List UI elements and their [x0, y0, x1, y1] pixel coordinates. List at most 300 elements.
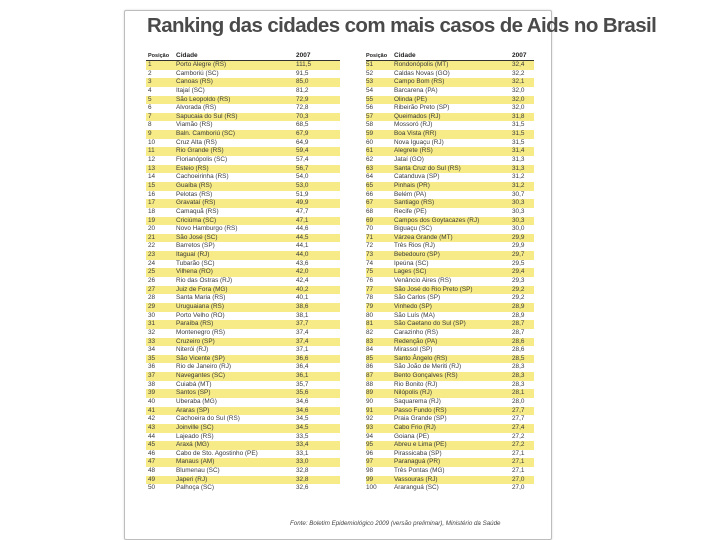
city-cell: Três Rios (RJ): [394, 242, 435, 250]
table-row: [146, 458, 340, 467]
value-cell: 31,5: [512, 121, 525, 129]
city-cell: Paranaguá (PR): [394, 458, 441, 466]
header-city: Cidade: [394, 52, 416, 59]
rank-cell: 45: [148, 441, 156, 449]
city-cell: Esteio (RS): [176, 164, 209, 172]
table-row: [366, 156, 534, 165]
city-cell: Abreu e Lima (PE): [394, 441, 447, 449]
value-cell: 29,7: [512, 251, 525, 259]
table-row: [146, 389, 340, 398]
table-row: [146, 467, 340, 476]
city-cell: Cabo Frio (RJ): [394, 423, 436, 431]
city-cell: Mirassol (SP): [394, 346, 433, 354]
value-cell: 37,4: [296, 337, 309, 345]
table-row: [146, 225, 340, 234]
table-row: [366, 433, 534, 442]
rank-cell: 88: [366, 380, 374, 388]
city-cell: Três Pontas (MG): [394, 467, 445, 475]
rank-cell: 34: [148, 346, 156, 354]
rank-cell: 16: [148, 190, 156, 198]
value-cell: 111,5: [296, 61, 312, 68]
value-cell: 72,8: [296, 104, 309, 112]
rank-cell: 31: [148, 320, 156, 328]
table-row: [366, 191, 534, 200]
city-cell: Uberaba (MG): [176, 397, 217, 405]
value-cell: 37,4: [296, 328, 309, 336]
value-cell: 32,0: [512, 95, 525, 103]
value-cell: 40,1: [296, 294, 309, 302]
city-cell: Alvorada (RS): [176, 104, 217, 112]
city-cell: Vilhena (RO): [176, 268, 213, 276]
table-row: [146, 156, 340, 165]
value-cell: 31,2: [512, 173, 525, 181]
city-cell: Várzea Grande (MT): [394, 233, 453, 241]
value-cell: 27,2: [512, 432, 525, 440]
city-cell: Vassouras (RJ): [394, 475, 438, 483]
value-cell: 47,7: [296, 207, 309, 215]
table-row: [146, 96, 340, 105]
rank-cell: 30: [148, 311, 156, 319]
table-body-right: [366, 61, 534, 493]
table-row: [366, 389, 534, 398]
rank-cell: 46: [148, 449, 156, 457]
value-cell: 70,3: [296, 112, 309, 120]
value-cell: 31,3: [512, 156, 525, 164]
table-row: [146, 217, 340, 226]
rank-cell: 44: [148, 432, 156, 440]
rank-cell: 64: [366, 173, 374, 181]
value-cell: 27,7: [512, 415, 525, 423]
city-cell: Niterói (RJ): [176, 346, 209, 354]
city-cell: Pirassicaba (SP): [394, 449, 442, 457]
rank-cell: 19: [148, 216, 156, 224]
value-cell: 32,2: [512, 69, 525, 77]
rank-cell: 51: [366, 61, 374, 68]
city-cell: Boa Vista (RR): [394, 130, 437, 138]
table-row: [146, 286, 340, 295]
value-cell: 51,9: [296, 190, 309, 198]
table-row: [146, 87, 340, 96]
value-cell: 28,7: [512, 328, 525, 336]
header-position: Posição: [366, 53, 388, 59]
value-cell: 67,9: [296, 130, 309, 138]
rank-cell: 38: [148, 380, 156, 388]
rank-cell: 96: [366, 449, 374, 457]
table-row: [366, 165, 534, 174]
table-row: [146, 294, 340, 303]
rank-cell: 59: [366, 130, 374, 138]
value-cell: 27,2: [512, 441, 525, 449]
value-cell: 32,4: [512, 61, 525, 68]
table-row: [366, 173, 534, 182]
value-cell: 31,5: [512, 130, 525, 138]
table-row: [366, 139, 534, 148]
rank-cell: 48: [148, 467, 156, 475]
rank-cell: 14: [148, 173, 156, 181]
city-cell: Gravataí (RS): [176, 199, 216, 207]
value-cell: 28,3: [512, 380, 525, 388]
table-row: [366, 87, 534, 96]
city-cell: Japeri (RJ): [176, 475, 208, 483]
rank-cell: 56: [366, 104, 374, 112]
value-cell: 47,1: [296, 216, 309, 224]
table-row: [146, 277, 340, 286]
table-row: [366, 260, 534, 269]
city-cell: Juiz de Fora (MG): [176, 285, 228, 293]
table-row: [146, 165, 340, 174]
city-cell: Baln. Camboriú (SC): [176, 130, 235, 138]
city-cell: Saquarema (RJ): [394, 397, 441, 405]
rank-cell: 86: [366, 363, 374, 371]
rank-cell: 76: [366, 277, 374, 285]
city-cell: Passo Fundo (RS): [394, 406, 447, 414]
value-cell: 29,9: [512, 242, 525, 250]
table-row: [146, 78, 340, 87]
city-cell: Recife (PE): [394, 207, 427, 215]
city-cell: Paraíba (RS): [176, 320, 214, 328]
rank-cell: 27: [148, 285, 156, 293]
value-cell: 28,3: [512, 363, 525, 371]
rank-cell: 98: [366, 467, 374, 475]
value-cell: 28,9: [512, 302, 525, 310]
rank-cell: 25: [148, 268, 156, 276]
rank-cell: 8: [148, 121, 152, 129]
table-row: [146, 242, 340, 251]
table-row: [366, 346, 534, 355]
rank-cell: 54: [366, 86, 374, 94]
value-cell: 30,0: [512, 225, 525, 233]
city-cell: Queimados (RJ): [394, 112, 441, 120]
city-cell: Guaíba (RS): [176, 181, 212, 189]
header-year: 2007: [296, 52, 311, 59]
value-cell: 56,7: [296, 164, 309, 172]
rank-cell: 36: [148, 363, 156, 371]
rank-cell: 85: [366, 354, 374, 362]
table-row: [146, 173, 340, 182]
table-row: [366, 208, 534, 217]
table-row: [146, 251, 340, 260]
city-cell: Bebedouro (SP): [394, 251, 440, 259]
rank-cell: 42: [148, 415, 156, 423]
value-cell: 33,0: [296, 458, 309, 466]
rank-cell: 81: [366, 320, 374, 328]
rank-cell: 67: [366, 199, 374, 207]
rank-cell: 55: [366, 95, 374, 103]
value-cell: 30,7: [512, 190, 525, 198]
table-row: [146, 312, 340, 321]
table-row: [366, 130, 534, 139]
rank-cell: 99: [366, 475, 374, 483]
value-cell: 28,9: [512, 311, 525, 319]
value-cell: 31,3: [512, 164, 525, 172]
city-cell: Cabo de Sto. Agostinho (PE): [176, 449, 258, 457]
table-row: [146, 398, 340, 407]
table-header: [366, 50, 534, 61]
table-row: [146, 208, 340, 217]
rank-cell: 57: [366, 112, 374, 120]
city-cell: Catanduva (SP): [394, 173, 440, 181]
city-cell: Itaguaí (RJ): [176, 251, 210, 259]
table-row: [146, 450, 340, 459]
city-cell: Cruz Alta (RS): [176, 138, 217, 146]
value-cell: 27,4: [512, 423, 525, 431]
rank-cell: 84: [366, 346, 374, 354]
city-cell: Vinhedo (SP): [394, 302, 432, 310]
rank-cell: 78: [366, 294, 374, 302]
city-cell: Araras (SP): [176, 406, 210, 414]
rank-cell: 23: [148, 251, 156, 259]
city-cell: Rondonópolis (MT): [394, 61, 449, 68]
header-year: 2007: [512, 52, 527, 59]
city-cell: Palhoça (SC): [176, 484, 215, 492]
value-cell: 32,8: [296, 467, 309, 475]
city-cell: São Vicente (SP): [176, 354, 225, 362]
rank-cell: 2: [148, 69, 152, 77]
value-cell: 30,3: [512, 207, 525, 215]
table-row: [146, 407, 340, 416]
table-row: [366, 277, 534, 286]
value-cell: 27,7: [512, 406, 525, 414]
city-cell: Rio de Janeiro (RJ): [176, 363, 232, 371]
rank-cell: 33: [148, 337, 156, 345]
value-cell: 40,2: [296, 285, 309, 293]
table-row: [366, 398, 534, 407]
table-row: [366, 286, 534, 295]
city-cell: Sapucaia do Sul (RS): [176, 112, 238, 120]
rank-cell: 15: [148, 181, 156, 189]
value-cell: 35,7: [296, 380, 309, 388]
table-row: [366, 484, 534, 493]
table-row: [366, 458, 534, 467]
table-row: [146, 234, 340, 243]
city-cell: Santo Ângelo (RS): [394, 354, 448, 362]
city-cell: Rio Bonito (RJ): [394, 380, 438, 388]
value-cell: 28,5: [512, 354, 525, 362]
value-cell: 32,8: [296, 475, 309, 483]
value-cell: 43,6: [296, 259, 309, 267]
rank-cell: 92: [366, 415, 374, 423]
table-row: [366, 363, 534, 372]
city-cell: Venâncio Aires (RS): [394, 277, 452, 285]
value-cell: 36,4: [296, 363, 309, 371]
table-row: [366, 199, 534, 208]
table-row: [366, 407, 534, 416]
table-row: [146, 121, 340, 130]
city-cell: Cuiabá (MT): [176, 380, 212, 388]
header-position: Posição: [148, 53, 170, 59]
value-cell: 42,4: [296, 277, 309, 285]
city-cell: Blumenau (SC): [176, 467, 220, 475]
rank-cell: 79: [366, 302, 374, 310]
rank-cell: 65: [366, 181, 374, 189]
table-body-left: [146, 61, 340, 493]
rank-cell: 47: [148, 458, 156, 466]
value-cell: 81,2: [296, 86, 309, 94]
rank-cell: 87: [366, 372, 374, 380]
rank-cell: 93: [366, 423, 374, 431]
rank-cell: 100: [366, 484, 377, 492]
rank-cell: 72: [366, 242, 374, 250]
rank-cell: 61: [366, 147, 374, 155]
table-row: [146, 303, 340, 312]
city-cell: Olinda (PE): [394, 95, 428, 103]
rank-cell: 40: [148, 397, 156, 405]
table-row: [366, 242, 534, 251]
value-cell: 31,2: [512, 181, 525, 189]
city-cell: Novo Hamburgo (RS): [176, 225, 238, 233]
value-cell: 28,1: [512, 389, 525, 397]
rank-cell: 58: [366, 121, 374, 129]
rank-cell: 12: [148, 156, 156, 164]
value-cell: 44,6: [296, 225, 309, 233]
city-cell: Campos dos Goytacazes (RJ): [394, 216, 480, 224]
table-row: [146, 372, 340, 381]
table-row: [366, 467, 534, 476]
city-cell: Porto Alegre (RS): [176, 61, 227, 68]
value-cell: 49,9: [296, 199, 309, 207]
value-cell: 34,5: [296, 415, 309, 423]
city-cell: Santiago (RS): [394, 199, 435, 207]
rank-cell: 53: [366, 78, 374, 86]
value-cell: 27,0: [512, 484, 525, 492]
value-cell: 91,5: [296, 69, 309, 77]
table-row: [366, 476, 534, 485]
rank-cell: 60: [366, 138, 374, 146]
value-cell: 29,3: [512, 277, 525, 285]
value-cell: 36,1: [296, 372, 309, 380]
table-header: [146, 50, 340, 61]
rank-cell: 18: [148, 207, 156, 215]
table-row: [146, 346, 340, 355]
table-row: [366, 217, 534, 226]
table-row: [146, 320, 340, 329]
rank-cell: 73: [366, 251, 374, 259]
value-cell: 31,8: [512, 112, 525, 120]
value-cell: 38,1: [296, 311, 309, 319]
table-row: [146, 104, 340, 113]
value-cell: 57,4: [296, 156, 309, 164]
rank-cell: 21: [148, 233, 156, 241]
value-cell: 54,0: [296, 173, 309, 181]
rank-cell: 39: [148, 389, 156, 397]
city-cell: Cruzeiro (SP): [176, 337, 215, 345]
city-cell: Jataí (GO): [394, 156, 424, 164]
table-row: [146, 260, 340, 269]
table-row: [146, 139, 340, 148]
rank-cell: 50: [148, 484, 156, 492]
table-column-left: [146, 50, 340, 493]
city-cell: Goiana (PE): [394, 432, 430, 440]
rank-cell: 17: [148, 199, 156, 207]
value-cell: 34,5: [296, 423, 309, 431]
city-cell: Lajeado (RS): [176, 432, 214, 440]
value-cell: 28,3: [512, 372, 525, 380]
table-row: [146, 424, 340, 433]
value-cell: 30,3: [512, 199, 525, 207]
table-row: [146, 338, 340, 347]
rank-cell: 7: [148, 112, 152, 120]
table-row: [366, 303, 534, 312]
table-row: [366, 424, 534, 433]
city-cell: Manaus (AM): [176, 458, 215, 466]
page-title: Ranking das cidades com mais casos de Aids no Brasil: [147, 14, 657, 37]
value-cell: 44,0: [296, 251, 309, 259]
rank-cell: 97: [366, 458, 374, 466]
table-row: [366, 182, 534, 191]
value-cell: 27,0: [512, 475, 525, 483]
table-row: [146, 268, 340, 277]
city-cell: Cachoeirinha (RS): [176, 173, 229, 181]
value-cell: 44,5: [296, 233, 309, 241]
city-cell: Santa Cruz do Sul (RS): [394, 164, 461, 172]
value-cell: 31,4: [512, 147, 525, 155]
value-cell: 28,0: [512, 397, 525, 405]
city-cell: Pelotas (RS): [176, 190, 213, 198]
rank-cell: 13: [148, 164, 156, 172]
city-cell: Rio Grande (RS): [176, 147, 224, 155]
city-cell: Camboriú (SC): [176, 69, 219, 77]
value-cell: 33,5: [296, 432, 309, 440]
rank-cell: 91: [366, 406, 374, 414]
rank-cell: 9: [148, 130, 152, 138]
rank-cell: 63: [366, 164, 374, 172]
rank-cell: 68: [366, 207, 374, 215]
table-row: [366, 234, 534, 243]
table-row: [366, 329, 534, 338]
rank-cell: 95: [366, 441, 374, 449]
city-cell: Viamão (RS): [176, 121, 213, 129]
city-cell: Criciúma (SC): [176, 216, 217, 224]
rank-cell: 80: [366, 311, 374, 319]
city-cell: Navegantes (SC): [176, 372, 226, 380]
rank-cell: 74: [366, 259, 374, 267]
city-cell: São João de Meriti (RJ): [394, 363, 462, 371]
table-row: [146, 329, 340, 338]
table-row: [146, 182, 340, 191]
value-cell: 33,4: [296, 441, 309, 449]
table-row: [366, 372, 534, 381]
table-row: [366, 225, 534, 234]
value-cell: 32,0: [512, 104, 525, 112]
rank-cell: 26: [148, 277, 156, 285]
table-row: [366, 61, 534, 70]
city-cell: Ribeirão Preto (SP): [394, 104, 450, 112]
value-cell: 44,1: [296, 242, 309, 250]
table-row: [366, 96, 534, 105]
value-cell: 38,6: [296, 302, 309, 310]
rank-cell: 32: [148, 328, 156, 336]
rank-cell: 20: [148, 225, 156, 233]
value-cell: 28,6: [512, 337, 525, 345]
city-cell: Santa Maria (RS): [176, 294, 226, 302]
city-cell: São Luís (MA): [394, 311, 435, 319]
city-cell: Biguaçu (SC): [394, 225, 433, 233]
table-row: [146, 130, 340, 139]
value-cell: 29,9: [512, 233, 525, 241]
rank-cell: 90: [366, 397, 374, 405]
rank-cell: 22: [148, 242, 156, 250]
value-cell: 27,1: [512, 458, 525, 466]
rank-cell: 89: [366, 389, 374, 397]
table-row: [146, 363, 340, 372]
value-cell: 28,7: [512, 320, 525, 328]
value-cell: 29,5: [512, 259, 525, 267]
city-cell: Pinhais (PR): [394, 181, 430, 189]
table-row: [366, 320, 534, 329]
city-cell: Cachoeira do Sul (RS): [176, 415, 240, 423]
value-cell: 34,6: [296, 406, 309, 414]
value-cell: 85,0: [296, 78, 309, 86]
